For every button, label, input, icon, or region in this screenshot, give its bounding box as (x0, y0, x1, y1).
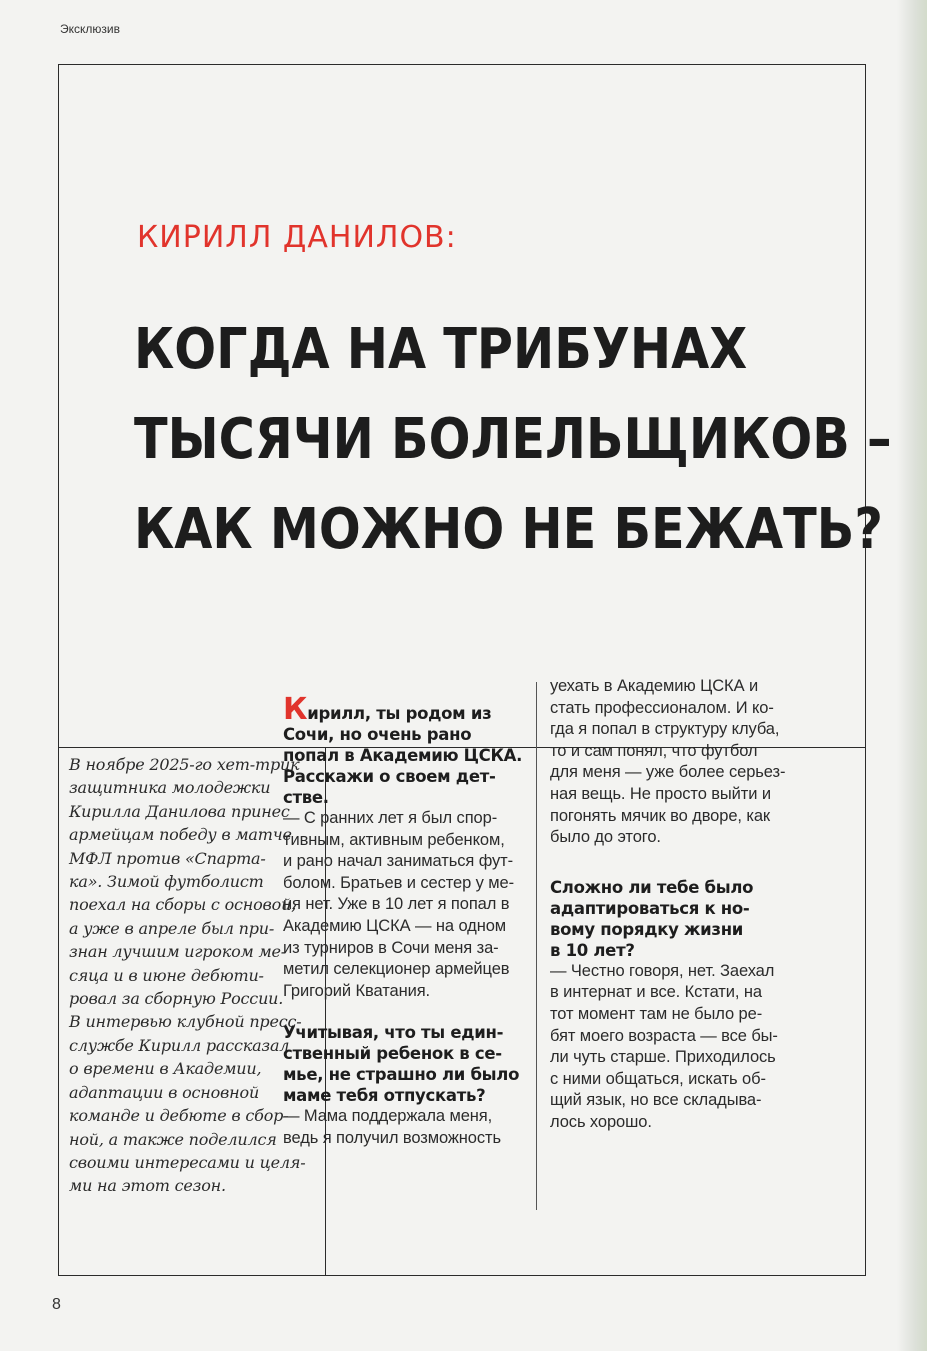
headline-line: ТЫСЯЧИ БОЛЕЛЬЩИКОВ – (134, 407, 892, 472)
drop-cap: К (283, 692, 308, 727)
interview-column-1 (283, 692, 528, 1150)
paragraph-gap (283, 1002, 528, 1022)
interview-column-2 (550, 676, 800, 1134)
question-1 (283, 692, 528, 808)
paragraph-gap (550, 849, 800, 877)
answer-2-start: — Мама поддержала меня, ведь я получил возможность (283, 1107, 501, 1147)
answer-3: — Честно говоря, нет. Заехал в интернат и все. Кстати, на тот момент там не было ре- бят моего возраста — все бы- ли чуть старше. Приходилось с ними общаться, искать об- щий язык, но все складыва- лось хорошо. (550, 961, 778, 1131)
lead-text: В ноябре 2025-го хет-трик защитника молодежки Кирилла Данилова принес армейцам победу в матче МФЛ против «Спарта- ка». Зимой футболист поехал на сборы с основой, а уже в апреле был при- знан лучшим игроком ме- сяца и в июне дебюти- ровал за сборную России. В интервью клубной пресс- службе Кирилл рассказал о времени в Академии, адаптации в основной команде и дебюте в сбор- ной, а также поделился своими интересами и целя- ми на этот сезон. (69, 755, 306, 1196)
answer-1: — С ранних лет я был спор- тивным, активным ребенком, и рано начал заниматься фут- болом. Братьев и сестер у ме- ня нет. Уже в 10 лет я попал в Академию ЦСКА — на одном из турниров в Сочи меня за- метил селекционер армейцев Григорий Кватания. (283, 809, 515, 1000)
question-2: Учитывая, что ты един- ственный ребенок в се- мье, не страшно ли было маме тебя отпускать? (283, 1023, 520, 1106)
title-kicker: КИРИЛЛ ДАНИЛОВ: (137, 220, 457, 255)
question-1-text: ирилл, ты родом из Сочи, но очень рано попал в Академию ЦСКА. Расскажи о своем дет- стве. (283, 704, 523, 807)
question-3: Сложно ли тебе было адаптироваться к но- вому порядку жизни в 10 лет? (550, 877, 754, 960)
answer-2-continued: уехать в Академию ЦСКА и стать профессионалом. И ко- гда я попал в структуру клуба, то и сам понял, что футбол для меня — уже более серьез- ная вещь. Не просто выйти и погонять мячик во дворе, как было до этого. (550, 677, 786, 847)
headline-line: КОГДА НА ТРИБУНАХ (134, 317, 748, 382)
page-number: 8 (52, 1296, 61, 1313)
headline (134, 305, 892, 575)
section-label: Эксклюзив (60, 22, 120, 36)
headline-line: КАК МОЖНО НЕ БЕЖАТЬ? (134, 497, 883, 562)
page-edge-shadow (897, 0, 927, 1351)
column-divider (536, 682, 537, 1210)
